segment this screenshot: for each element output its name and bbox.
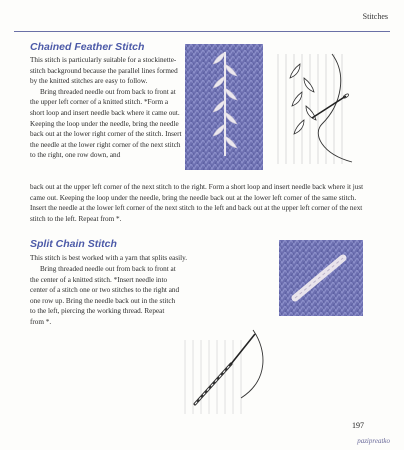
split-chain-image bbox=[279, 240, 363, 316]
chained-feather-diagram bbox=[272, 44, 362, 170]
split-chain-diagram bbox=[175, 320, 275, 418]
stitch1-para2-wide: back out at the upper left corner of the next stitch to the right. Form a short loop and insert needle back where it just came out. Keeping the loop under the needle, bring the needle back out at the lower left corner of the same stitch. Insert the needle at the lower left corner of the next stitch to the left and back out at the upper left corner of the next stitch to the left. Repeat from *. bbox=[30, 183, 364, 223]
stitch2-text-lower bbox=[30, 264, 180, 328]
page-number: 197 bbox=[352, 421, 364, 430]
stitch2-text bbox=[30, 253, 278, 264]
chained-feather-photo bbox=[185, 44, 263, 170]
stitch1-wide-text bbox=[30, 182, 370, 224]
chained-feather-image bbox=[185, 44, 263, 170]
needle-sketch-2 bbox=[175, 320, 275, 418]
stitch2-para1: This stitch is best worked with a yarn that splits easily. bbox=[30, 254, 188, 262]
stitch1-para2-narrow: Bring threaded needle out from back to front at the upper left corner of a knitted stitch. *Form a short loop and insert needle back where it came out. Keeping the loop under the needle, bring the needle back out at the lower right corner of the stitch. Insert the needle at the lower right corner of the next stitch to the right, one row down, and bbox=[30, 87, 182, 160]
watermark: pazipreatko bbox=[357, 437, 390, 445]
stitch1-para1: This stitch is particularly suitable for a stockinette-stitch background because the parallel lines formed by the knitted stitches are easy to follow. bbox=[30, 56, 178, 86]
header-rule bbox=[14, 31, 390, 32]
stitch2-para2: Bring threaded needle out from back to front at the center of a knitted stitch. *Insert needle into center of a stitch one or two stitches to the right and one row up. Bring the needle back out in the stitch to the left, piercing the working thread. Repeat from *. bbox=[30, 265, 180, 326]
header-section: Stitches bbox=[362, 12, 388, 21]
stitch1-title: Chained Feather Stitch bbox=[30, 41, 145, 53]
split-chain-photo bbox=[279, 240, 363, 316]
stitch2-title: Split Chain Stitch bbox=[30, 238, 117, 250]
needle-sketch-1 bbox=[272, 44, 362, 170]
stitch1-narrow-text bbox=[30, 55, 182, 161]
